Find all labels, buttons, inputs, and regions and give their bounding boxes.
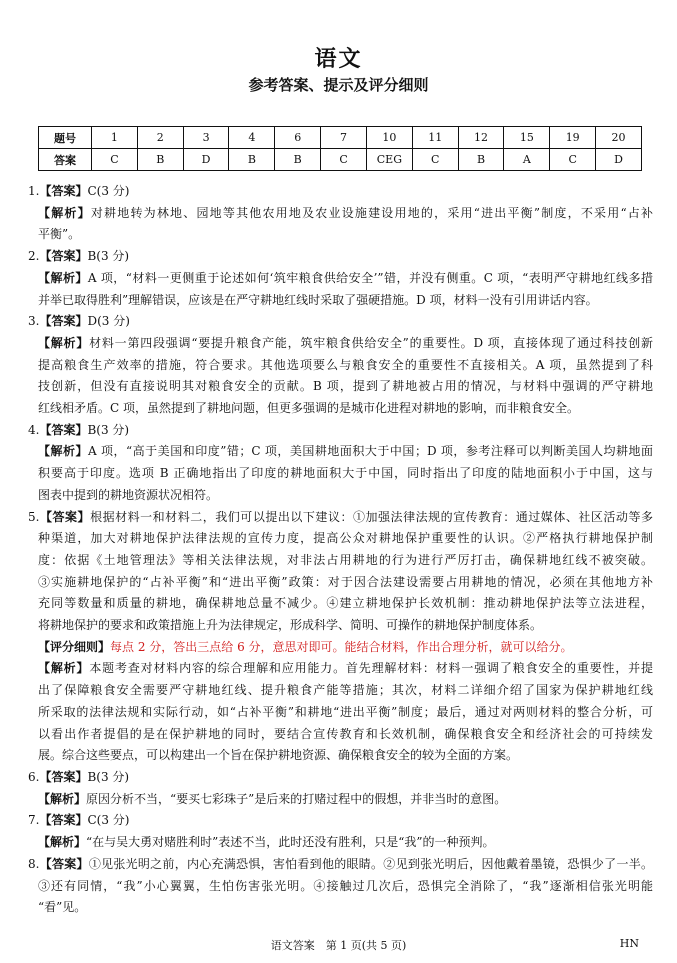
- explanation-tag: 【解析】: [38, 661, 90, 676]
- grading-text: 每点 2 分，答出三点给 6 分，意思对即可。能结合材料，作出合理分析，就可以给分。: [110, 639, 573, 654]
- explanation-tag: 【解析】: [38, 835, 87, 850]
- question-number-cell: 20: [596, 127, 642, 149]
- answer-cell: CEG: [366, 149, 412, 171]
- explanation-line: 出了保障粮食安全需要严守耕地红线、提升粮食产能等措施；其次，材料二详细介绍了国家为保护耕地红线: [38, 683, 653, 698]
- explanation-line: 【解析】“在与吴大勇对赌胜利时”表述不当，此时还没有胜利，只是“我”的一种预判。: [38, 835, 495, 850]
- question-item: [28, 246, 653, 311]
- grading-line: [28, 637, 653, 659]
- answer-cell: D: [596, 149, 642, 171]
- table-row-label: 题号: [39, 127, 92, 149]
- answer-cell: C: [412, 149, 458, 171]
- answer-tag: 【答案】: [39, 249, 88, 264]
- explanation-line: 所采取的法律法规和实际行动，如“占补平衡”和耕地“进出平衡”制度；最后，通过对两则材料的整合分析，可: [38, 704, 653, 719]
- answer-cell: A: [504, 149, 550, 171]
- answer-content: [28, 181, 653, 919]
- answer-line: 1.【答案】C(3 分): [28, 184, 130, 198]
- answer-line: 充同等数量和质量的耕地，确保耕地总量不减少。④建立耕地保护长效机制：推动耕地保护法等立法进程，: [38, 596, 653, 611]
- region-code: HN: [619, 937, 639, 950]
- explanation-line: 【解析】本题考查对材料内容的综合理解和应用能力。首先理解材料：材料一强调了粮食安全的重要性，并提: [38, 661, 653, 676]
- answer-line: 将耕地保护的要求和政策措施上升为法律规定，形成科学、简明、可操作的耕地保护制度体系。: [38, 618, 543, 633]
- table-row-label: 答案: [39, 149, 92, 171]
- answer-line: 种渠道，加大对耕地保护法律法规的宣传力度，提高公众对耕地保护重要性的认识。②严格执行耕地保护制: [38, 531, 653, 546]
- answer-line: 3.【答案】D(3 分): [28, 314, 130, 329]
- answer-cell: B: [229, 149, 275, 171]
- answer-tag: 【答案】: [39, 422, 88, 437]
- question-number-cell: 11: [412, 127, 458, 149]
- explanation-tag: 【解析】: [38, 444, 89, 459]
- question-item: [28, 181, 653, 246]
- explanation-line: 平衡”。: [38, 227, 81, 242]
- question-number-cell: 4: [229, 127, 275, 149]
- answer-cell: C: [550, 149, 596, 171]
- answer-cell: C: [92, 149, 138, 171]
- answer-tag: 【答案】: [39, 184, 88, 198]
- explanation-line: 积要高于印度。选项 B 正确地指出了印度的耕地面积大于中国，同时指出了印度的陆地面积小于中国，这与: [38, 466, 653, 481]
- explanation-tag: 【解析】: [38, 335, 90, 350]
- question-item: [28, 767, 653, 810]
- answer-line: “看”见。: [38, 900, 87, 915]
- page-title: 语文: [314, 47, 363, 72]
- answer-line: 4.【答案】B(3 分): [28, 422, 130, 437]
- answer-line: 8.【答案】①见张光明之前，内心充满恐惧，害怕看到他的眼睛。②见到张光明后，因他戴着墨镜，恐惧少了一半。: [28, 856, 653, 871]
- explanation-line: 提高粮食生产效率的措施，符合要求。其他选项要么与粮食安全的重要性不直接相关。A 项，虽然提到了科: [38, 357, 653, 372]
- question-number-row: [39, 127, 642, 149]
- question-item-5: [28, 507, 653, 767]
- explanation-tag: 【解析】: [38, 270, 88, 285]
- question-number-cell: 1: [92, 127, 138, 149]
- question-number-cell: 2: [137, 127, 183, 149]
- grading-tag: 【评分细则】: [38, 639, 111, 654]
- question-item-8: [28, 854, 653, 919]
- answer-cell: B: [458, 149, 504, 171]
- explanation-line: 【解析】A 项，“高于美国和印度”错；C 项，美国耕地面积大于中国；D 项，参考注释可以判断美国人均耕地面: [38, 444, 653, 459]
- answer-table: [38, 126, 642, 171]
- question-number-cell: 15: [504, 127, 550, 149]
- answer-line: 6.【答案】B(3 分): [28, 769, 130, 784]
- question-number-cell: 7: [321, 127, 367, 149]
- answer-cell: D: [183, 149, 229, 171]
- answer-line: 2.【答案】B(3 分): [28, 249, 130, 264]
- explanation-line: 以看出作者提倡的是在保护耕地的同时，要结合宣传教育和长效机制，确保粮食安全和经济社会的可持续发: [38, 726, 653, 741]
- answer-tag: 【答案】: [39, 509, 91, 524]
- answer-tag: 【答案】: [39, 813, 88, 828]
- explanation-line: 【解析】对耕地转为林地、园地等其他农用地及农业设施建设用地的，采用“进出平衡”制度，不采用“占补: [38, 205, 653, 220]
- answer-line: 7.【答案】C(3 分): [28, 813, 130, 828]
- explanation-line: 红线相矛盾。C 项，虽然提到了耕地问题，但更多强调的是城市化进程对耕地的影响，而非粮食安全。: [38, 401, 580, 416]
- question-item: [28, 810, 653, 853]
- explanation-line: 技创新，但没有直接说明其对粮食安全的贡献。B 项，提到了耕地被占用的情况，与材料中强调的严守耕地: [38, 379, 653, 394]
- question-item: [28, 311, 653, 420]
- answer-row: [39, 149, 642, 171]
- question-number-cell: 19: [550, 127, 596, 149]
- explanation-line: 展。综合这些要点，可以构建出一个旨在保护耕地资源、确保粮食安全的较为全面的方案。: [38, 748, 519, 763]
- question-number-cell: 12: [458, 127, 504, 149]
- question-number-cell: 3: [183, 127, 229, 149]
- explanation-line: 图表中提到的耕地资源状况相符。: [38, 487, 219, 502]
- explanation-line: 并举已取得胜利”理解错误，应该是在严守耕地红线时采取了强硬措施。D 项，材料一没有引用讲话内容。: [38, 292, 598, 307]
- explanation-line: 【解析】原因分析不当，“要买七彩珠子”是后来的打赌过程中的假想，并非当时的意图。: [38, 791, 507, 806]
- question-number-cell: 10: [366, 127, 412, 149]
- question-number-cell: 6: [275, 127, 321, 149]
- answer-cell: C: [321, 149, 367, 171]
- explanation-line: 【解析】材料一第四段强调“要提升粮食产能，筑牢粮食供给安全”的重要性。D 项，直接体现了通过科技创新: [38, 335, 653, 350]
- explanation-tag: 【解析】: [38, 205, 91, 220]
- explanation-line: 【解析】A 项，“材料一更侧重于论述如何‘筑牢粮食供给安全’”错，并没有侧重。C 项，“表明严守耕地红线多措: [38, 270, 653, 285]
- answer-cell: B: [275, 149, 321, 171]
- answer-line: 度：依据《土地管理法》等相关法律法规，对非法占用耕地的行为进行严厉打击，确保耕地红线不被突破。: [38, 552, 653, 567]
- answer-cell: B: [137, 149, 183, 171]
- page-footer: 语文答案 第 1 页(共 5 页): [270, 939, 407, 952]
- answer-tag: 【答案】: [39, 314, 88, 329]
- answer-line: ③实施耕地保护的“占补平衡”和“进出平衡”政策：对于因合法建设需要占用耕地的情况，必须在其他地方补: [38, 574, 653, 589]
- answer-line: ③还有同情，“我”小心翼翼，生怕伤害张光明。④接触过几次后，恐惧完全消除了，“我”逐渐相信张光明能: [38, 878, 653, 893]
- page-subtitle: 参考答案、提示及评分细则: [248, 76, 429, 94]
- question-item: [28, 420, 653, 507]
- answer-line: 5.【答案】根据材料一和材料二，我们可以提出以下建议：①加强法律法规的宣传教育：通过媒体、社区活动等多: [28, 509, 653, 524]
- answer-tag: 【答案】: [39, 769, 88, 784]
- explanation-tag: 【解析】: [38, 791, 87, 806]
- answer-tag: 【答案】: [39, 856, 89, 871]
